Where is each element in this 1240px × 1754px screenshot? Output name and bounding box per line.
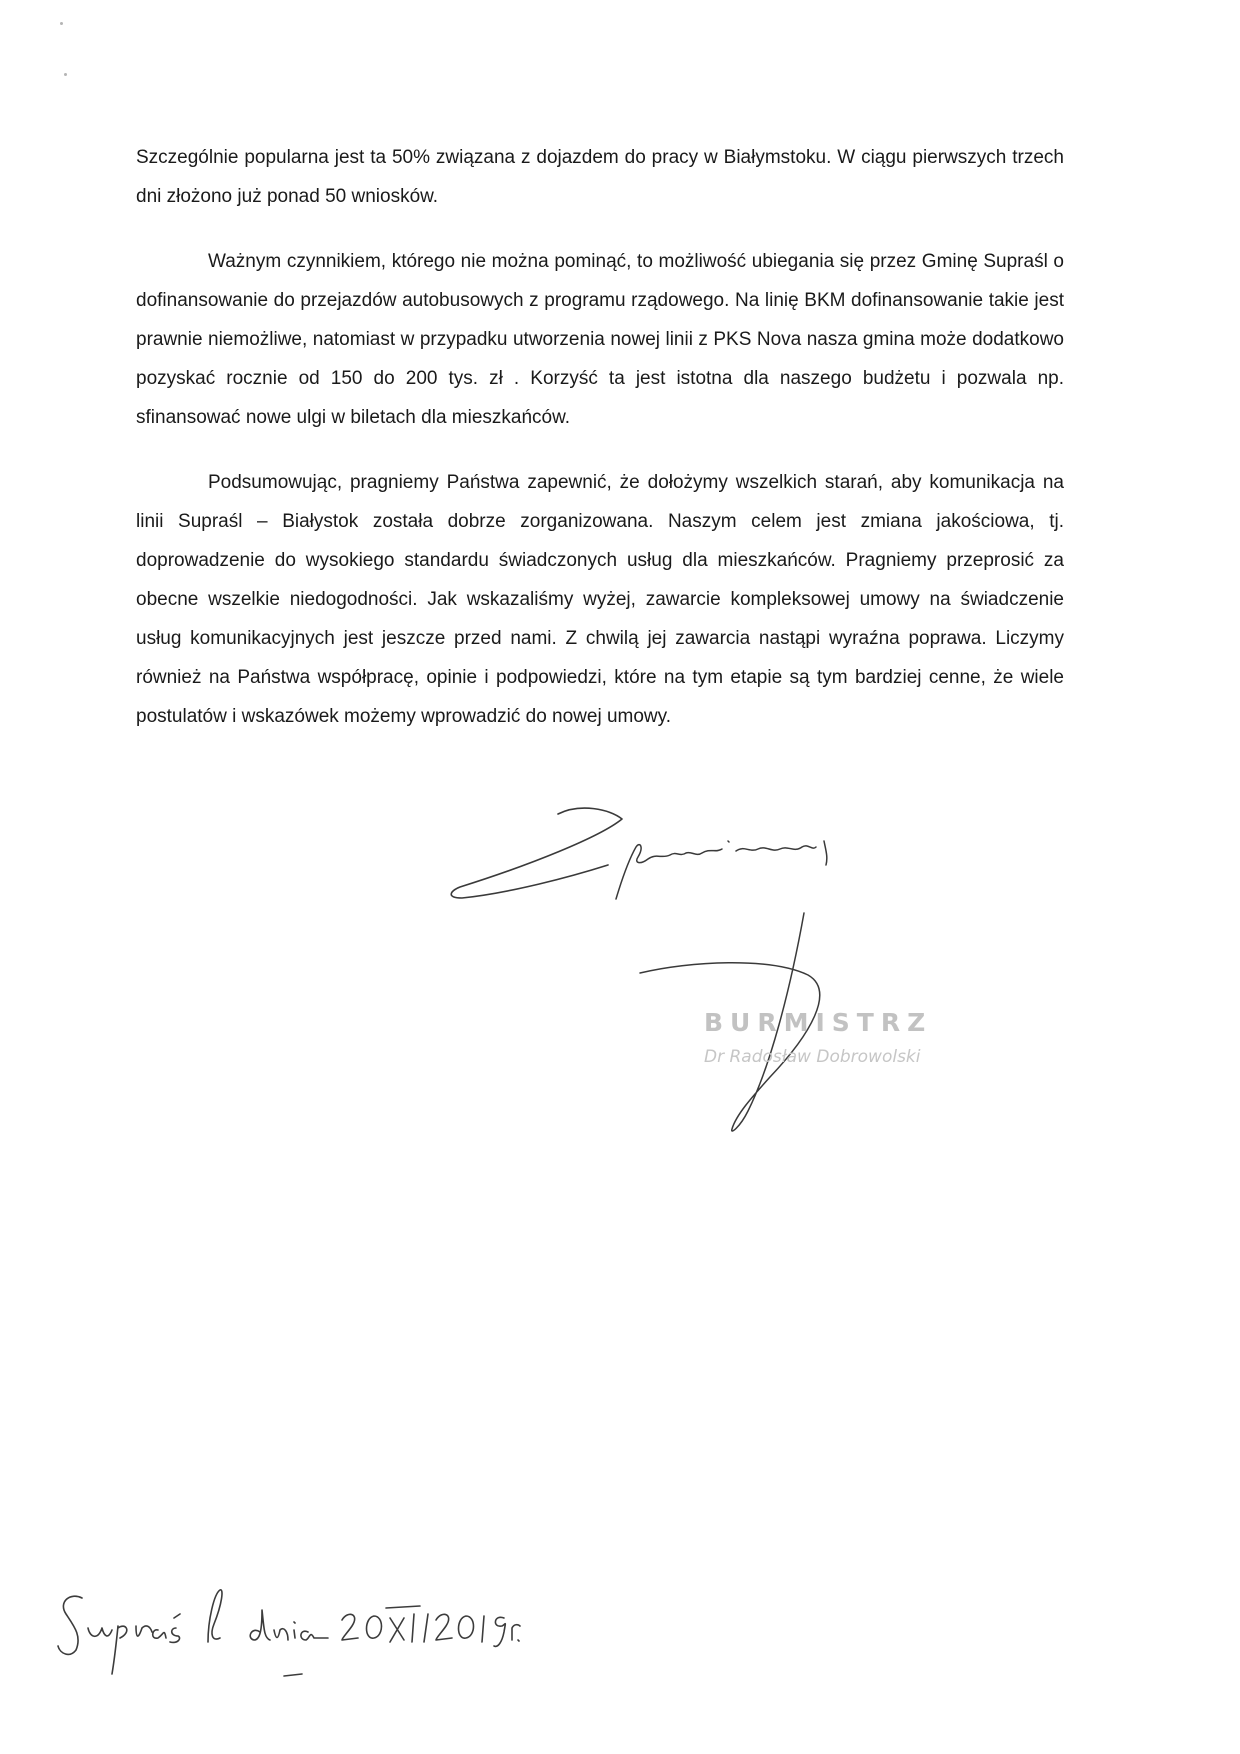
handwritten-date <box>52 1580 522 1690</box>
handwritten-date-ink <box>52 1580 522 1690</box>
stamp-name: Dr Radosław Dobrowolski <box>704 1047 921 1067</box>
letter-body <box>136 138 1064 736</box>
handwritten-salutation <box>440 795 960 1155</box>
paragraph-applications: Szczególnie popularna jest ta 50% związana z dojazdem do pracy w Białymstoku. W ciągu pierwszych trzech dni złożono już ponad 50 wniosków. <box>136 147 1064 207</box>
stamp-title: BURMISTRZ <box>704 1008 933 1037</box>
paragraph-summary: Podsumowując, pragniemy Państwa zapewnić, że dołożymy wszelkich starań, aby komunikacja na linii Supraśl – Białystok została dobrze zorganizowana. Naszym celem jest zmiana jakościowa, tj. doprowadzenie do wysokiego standardu świadczonych usług dla mieszkańców. Pragniemy przeprosić za obecne wszelkie niedogodności. Jak wskazaliśmy wyżej, zawarcie kompleksowej umowy na świadczenie usług komunikacyjnych jest jeszcze przed nami. Z chwilą jej zawarcia nastąpi wyraźna poprawa. Liczymy również na Państwa współpracę, opinie i podpowiedzi, które na tym etapie są tym bardziej cenne, że wiele postulatów i wskazówek możemy wprowadzić do nowej umowy. <box>136 472 1064 727</box>
official-stamp <box>704 1008 944 1067</box>
scan-speck <box>60 22 63 25</box>
scan-speck <box>64 73 67 76</box>
signature-block <box>440 795 960 1155</box>
paragraph-funding: Ważnym czynnikiem, którego nie można pominąć, to możliwość ubiegania się przez Gminę Supraśl o dofinansowanie do przejazdów autobusowych z programu rządowego. Na linię BKM dofinansowanie takie jest prawnie niemożliwe, natomiast w przypadku utworzenia nowej linii z PKS Nova nasza gmina może dodatkowo pozyskać rocznie od 150 do 200 tys. zł . Korzyść ta jest istotna dla naszego budżetu i pozwala np. sfinansować nowe ulgi w biletach dla mieszkańców. <box>136 251 1064 428</box>
